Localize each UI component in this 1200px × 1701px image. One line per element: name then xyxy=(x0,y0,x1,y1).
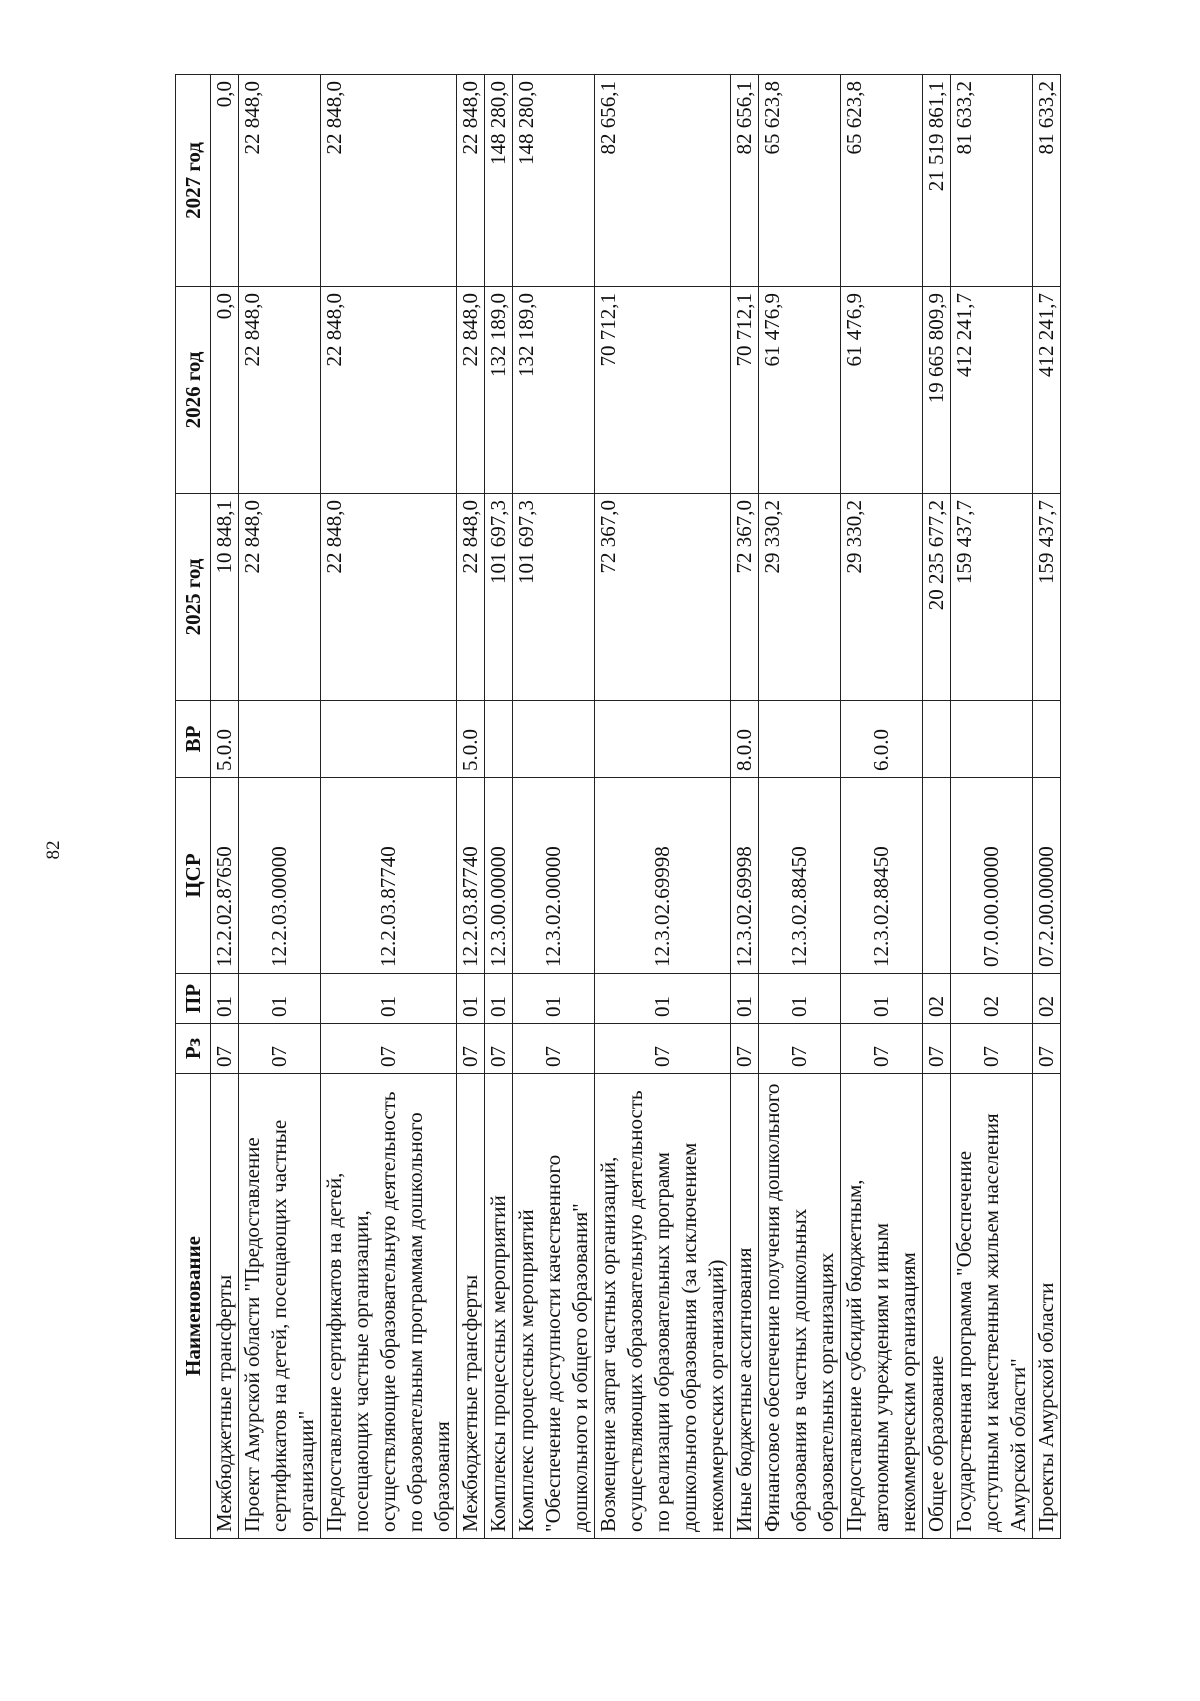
cell-vr: 8.0.0 xyxy=(731,701,759,778)
cell-rz: 07 xyxy=(321,1024,457,1074)
cell-rz: 07 xyxy=(485,1024,513,1074)
cell-pr: 02 xyxy=(923,974,951,1024)
table-row xyxy=(1033,75,1061,1539)
cell-2027: 148 280,0 xyxy=(485,75,513,287)
cell-2025: 22 848,0 xyxy=(321,494,457,701)
column-header-pr: ПР xyxy=(176,974,211,1024)
cell-vr xyxy=(239,701,321,778)
cell-rz: 07 xyxy=(513,1024,595,1074)
cell-name: Проекты Амурской области xyxy=(1033,1074,1061,1539)
cell-2026: 61 476,9 xyxy=(759,287,841,494)
cell-rz: 07 xyxy=(923,1024,951,1074)
table-row xyxy=(731,75,759,1539)
cell-2027: 22 848,0 xyxy=(239,75,321,287)
cell-rz: 07 xyxy=(1033,1024,1061,1074)
cell-pr: 01 xyxy=(321,974,457,1024)
cell-csr: 12.3.00.00000 xyxy=(485,778,513,974)
cell-2025: 101 697,3 xyxy=(485,494,513,701)
cell-name: Комплекс процессных мероприятий "Обеспечение доступности качественного дошкольного и общего образования" xyxy=(513,1074,595,1539)
column-header-2025: 2025 год xyxy=(176,494,211,701)
cell-pr: 01 xyxy=(759,974,841,1024)
cell-csr: 12.2.03.00000 xyxy=(239,778,321,974)
cell-csr: 12.3.02.88450 xyxy=(759,778,841,974)
cell-rz: 07 xyxy=(759,1024,841,1074)
cell-csr: 12.3.02.69998 xyxy=(595,778,731,974)
cell-2026: 70 712,1 xyxy=(595,287,731,494)
cell-name: Межбюджетные трансферты xyxy=(457,1074,485,1539)
cell-pr: 02 xyxy=(951,974,1033,1024)
cell-2026: 70 712,1 xyxy=(731,287,759,494)
cell-pr: 01 xyxy=(457,974,485,1024)
cell-name: Предоставление субсидий бюджетным, автономным учреждениям и иным некоммерческим организациям xyxy=(841,1074,923,1539)
cell-pr: 01 xyxy=(841,974,923,1024)
column-header-vr: ВР xyxy=(176,701,211,778)
cell-pr: 01 xyxy=(485,974,513,1024)
cell-pr: 01 xyxy=(513,974,595,1024)
cell-2025: 72 367,0 xyxy=(731,494,759,701)
table-row xyxy=(211,75,239,1539)
cell-2025: 22 848,0 xyxy=(457,494,485,701)
cell-vr xyxy=(951,701,1033,778)
cell-2025: 29 330,2 xyxy=(841,494,923,701)
cell-csr xyxy=(923,778,951,974)
cell-rz: 07 xyxy=(951,1024,1033,1074)
table-row xyxy=(485,75,513,1539)
cell-2027: 81 633,2 xyxy=(951,75,1033,287)
cell-name: Проект Амурской области "Предоставление сертификатов на детей, посещающих частные организации" xyxy=(239,1074,321,1539)
column-header-2027: 2027 год xyxy=(176,75,211,287)
cell-rz: 07 xyxy=(457,1024,485,1074)
budget-table-frame xyxy=(175,75,1075,1539)
cell-2025: 159 437,7 xyxy=(951,494,1033,701)
table-row xyxy=(321,75,457,1539)
cell-csr: 12.2.03.87740 xyxy=(457,778,485,974)
cell-rz: 07 xyxy=(731,1024,759,1074)
cell-2026: 22 848,0 xyxy=(239,287,321,494)
cell-2026: 61 476,9 xyxy=(841,287,923,494)
cell-vr xyxy=(513,701,595,778)
cell-name: Финансовое обеспечение получения дошкольного образования в частных дошкольных образовательных организациях xyxy=(759,1074,841,1539)
cell-csr: 12.3.02.69998 xyxy=(731,778,759,974)
column-header-csr: ЦСР xyxy=(176,778,211,974)
cell-2026: 0,0 xyxy=(211,287,239,494)
cell-pr: 01 xyxy=(595,974,731,1024)
cell-vr xyxy=(485,701,513,778)
cell-vr xyxy=(321,701,457,778)
cell-vr xyxy=(1033,701,1061,778)
cell-name: Общее образование xyxy=(923,1074,951,1539)
cell-2026: 412 241,7 xyxy=(1033,287,1061,494)
cell-2027: 22 848,0 xyxy=(457,75,485,287)
cell-2026: 132 189,0 xyxy=(485,287,513,494)
table-row xyxy=(841,75,923,1539)
cell-2025: 101 697,3 xyxy=(513,494,595,701)
column-header-rz: Рз xyxy=(176,1024,211,1074)
cell-2025: 22 848,0 xyxy=(239,494,321,701)
cell-vr: 5.0.0 xyxy=(457,701,485,778)
cell-2025: 20 235 677,2 xyxy=(923,494,951,701)
cell-2025: 159 437,7 xyxy=(1033,494,1061,701)
cell-2026: 19 665 809,9 xyxy=(923,287,951,494)
cell-2026: 22 848,0 xyxy=(321,287,457,494)
cell-2027: 82 656,1 xyxy=(731,75,759,287)
cell-2026: 22 848,0 xyxy=(457,287,485,494)
page-number: 82 xyxy=(43,840,64,860)
table-row xyxy=(239,75,321,1539)
table-row xyxy=(595,75,731,1539)
column-header-name: Наименование xyxy=(176,1074,211,1539)
cell-name: Государственная программа "Обеспечение доступным и качественным жильем населения Амурской области" xyxy=(951,1074,1033,1539)
cell-rz: 07 xyxy=(595,1024,731,1074)
cell-pr: 01 xyxy=(239,974,321,1024)
cell-name: Иные бюджетные ассигнования xyxy=(731,1074,759,1539)
table-row xyxy=(457,75,485,1539)
cell-vr: 6.0.0 xyxy=(841,701,923,778)
cell-2027: 21 519 861,1 xyxy=(923,75,951,287)
cell-name: Предоставление сертификатов на детей, посещающих частные организации, осуществляющие образовательную деятельность по образовательным программам дошкольного образования xyxy=(321,1074,457,1539)
table-header-row xyxy=(176,75,211,1539)
cell-2025: 10 848,1 xyxy=(211,494,239,701)
cell-name: Межбюджетные трансферты xyxy=(211,1074,239,1539)
cell-vr: 5.0.0 xyxy=(211,701,239,778)
cell-name: Возмещение затрат частных организаций, осуществляющих образовательную деятельность по реализации образовательных программ дошкольного образования (за исключением некоммерческих организаций) xyxy=(595,1074,731,1539)
cell-2027: 65 623,8 xyxy=(841,75,923,287)
table-row xyxy=(951,75,1033,1539)
table-row xyxy=(759,75,841,1539)
cell-csr: 12.2.03.87740 xyxy=(321,778,457,974)
column-header-2026: 2026 год xyxy=(176,287,211,494)
cell-csr: 12.3.02.00000 xyxy=(513,778,595,974)
cell-2027: 148 280,0 xyxy=(513,75,595,287)
cell-name: Комплексы процессных мероприятий xyxy=(485,1074,513,1539)
cell-pr: 01 xyxy=(731,974,759,1024)
cell-2026: 132 189,0 xyxy=(513,287,595,494)
cell-vr xyxy=(595,701,731,778)
cell-2027: 82 656,1 xyxy=(595,75,731,287)
cell-2026: 412 241,7 xyxy=(951,287,1033,494)
budget-table xyxy=(175,74,1061,1539)
cell-2027: 0,0 xyxy=(211,75,239,287)
cell-2027: 81 633,2 xyxy=(1033,75,1061,287)
cell-csr: 07.0.00.00000 xyxy=(951,778,1033,974)
cell-csr: 07.2.00.00000 xyxy=(1033,778,1061,974)
table-row xyxy=(923,75,951,1539)
cell-2025: 72 367,0 xyxy=(595,494,731,701)
cell-vr xyxy=(759,701,841,778)
cell-pr: 02 xyxy=(1033,974,1061,1024)
cell-csr: 12.3.02.88450 xyxy=(841,778,923,974)
cell-2027: 65 623,8 xyxy=(759,75,841,287)
cell-rz: 07 xyxy=(239,1024,321,1074)
cell-csr: 12.2.02.87650 xyxy=(211,778,239,974)
cell-2027: 22 848,0 xyxy=(321,75,457,287)
cell-rz: 07 xyxy=(841,1024,923,1074)
cell-2025: 29 330,2 xyxy=(759,494,841,701)
cell-rz: 07 xyxy=(211,1024,239,1074)
cell-pr: 01 xyxy=(211,974,239,1024)
table-row xyxy=(513,75,595,1539)
cell-vr xyxy=(923,701,951,778)
